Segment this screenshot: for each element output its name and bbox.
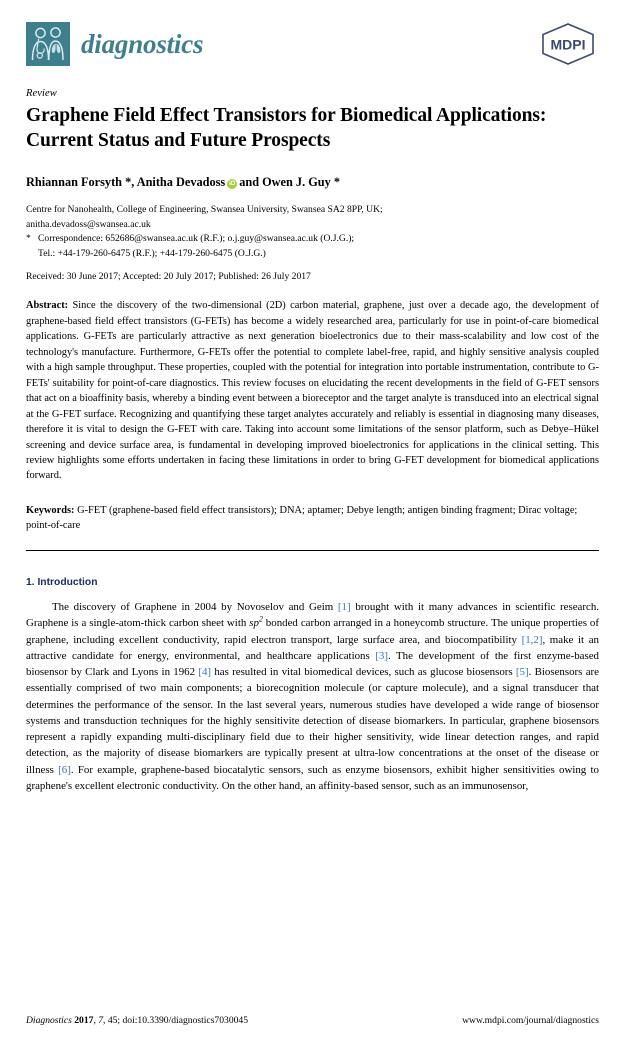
correspondence-text[interactable]: Correspondence: 652686@swansea.ac.uk (R.F.); o.j.guy@swansea.ac.uk (O.J.G.);	[38, 233, 355, 245]
authors-prefix: Rhiannan Forsyth *, Anitha Devadoss	[26, 175, 226, 190]
article-type-label: Review	[26, 88, 57, 99]
publication-dates: Received: 30 June 2017; Accepted: 20 July 2017; Published: 26 July 2017	[26, 271, 311, 283]
hybridization-notation: $sp^2$	[249, 614, 263, 630]
correspondence-row	[26, 232, 599, 247]
abstract	[26, 298, 599, 483]
citation-link[interactable]: [4]	[198, 666, 212, 679]
affiliation-email[interactable]: anitha.devadoss@swansea.ac.uk	[26, 218, 151, 230]
authors-suffix: and Owen J. Guy *	[239, 175, 340, 190]
author-list	[26, 175, 599, 191]
footer-citation: Diagnostics 2017, 7, 45; doi:10.3390/diagnostics7030045	[26, 1015, 249, 1026]
footer-citation-tail: , 45; doi:10.3390/diagnostics7030045	[103, 1015, 249, 1026]
citation-link[interactable]: [1,2]	[521, 633, 543, 646]
section-heading-introduction: 1. Introduction	[26, 577, 98, 589]
abstract-text: Since the discovery of the two-dimensional (2D) carbon material, graphene, just over a decade ago, the development of graphene-based field effect transistors (G-FETs) has become a widely researched area, particularly for use in point-of-care biomedical applications. G-FETs are particularly attractive as next generation bioelectronics due to their mass-scalability and low cost of the technology's manufacture. Furthermore, G-FETs offer the potential to complete label-free, rapid, and highly sensitive analysis coupled with a high sample throughput. These properties, coupled with the potential for integration into portable instrumentation, contribute to G-FETs' suitability for point-of-care diagnostics. This review focuses on elucidating the recent developments in the field of G-FET sensors that act on a bioaffinity basis, whereby a binding event between a bioreceptor and the target analyte is transduced into an electrical signal at the G-FET surface. Recognizing and quantifying these target analytes accurately and reliably is essential in diagnosing many diseases, therefore it is vital to design the G-FET with care. Taking into account some limitations of the sensor platform, such as Debye–Hükel screening and device surface area, is fundamental in developing improved bioelectronics for applications in the clinical setting. This review highlights some efforts undertaken in facing these limitations in order to bring G-FET development for biomedical applications forward.	[26, 300, 599, 482]
footer-volume: 7	[98, 1015, 104, 1026]
masthead	[26, 18, 599, 70]
mdpi-publisher-logo[interactable]	[537, 22, 599, 66]
telephone-text: Tel.: +44-179-260-6475 (R.F.); +44-179-260-6475 (O.J.G.)	[38, 247, 266, 259]
footer-year: 2017	[74, 1015, 94, 1026]
keywords-label: Keywords:	[26, 504, 75, 516]
section-divider	[26, 550, 599, 551]
mdpi-logo-text: MDPI	[550, 36, 586, 53]
two-people-health-icon	[26, 22, 70, 66]
page-footer	[26, 1015, 599, 1026]
introduction-paragraph: The discovery of Graphene in 2004 by Novoselov and Geim [1] brought with it many advances in scientific research. Graphene is a single-atom-thick carbon sheet with $sp^2$ bonded carbon arranged in a honeycomb structure. The unique properties of graphene, including excellent conductivity, rapid electron transport, large surface area, and biocompatibility [1,2], make it an attractive candidate for energy, environmental, and healthcare applications [3]. The development of the first enzyme-based biosensor by Clark and Lyons in 1962 [4] has resulted in vital biomedical devices, such as glucose biosensors [5]. Biosensors are essentially comprised of two main components; a biorecognition molecule (or capture molecule), and a signal transducer that determines the performance of the sensor. In the last several years, numerous studies have developed a wide range of biosensor systems and transduction techniques for the highly sensitivite detection of disease biomarkers. In particular, graphene biosensors represent a rapidly expanding multi-disciplinary field due to their higher sensitivity, wide linear detection ranges, and rapid detection, as the majority of disease biomarkers are typically present at ultra-low concentrations at the onset of the disease or illness [6]. For example, graphene-based biocatalytic sensors, such as enzyme biosensors, exhibit higher sensitivities owing to graphene's excellent electronic conductivity. On the other hand, an affinity-based sensor, such as an immunosensor,	[26, 601, 600, 792]
footer-journal-url[interactable]: www.mdpi.com/journal/diagnostics	[462, 1015, 599, 1026]
citation-link[interactable]: [1]	[337, 601, 351, 614]
affiliation-block	[26, 203, 599, 261]
correspondence-marker: *	[26, 233, 31, 245]
journal-brand[interactable]	[26, 22, 203, 66]
page-title: Graphene Field Effect Transistors for Biomedical Applications: Current Status and Future Prospects	[26, 105, 547, 151]
keywords-text: G-FET (graphene-based field effect transistors); DNA; aptamer; Debye length; antigen binding fragment; Dirac voltage; point-of-care	[26, 504, 578, 532]
citation-link[interactable]: [5]	[515, 666, 529, 679]
journal-title: diagnostics	[81, 28, 204, 59]
abstract-label: Abstract:	[26, 300, 69, 312]
affiliation-address: Centre for Nanohealth, College of Engineering, Swansea University, Swansea SA2 8PP, UK;	[26, 204, 383, 216]
citation-link[interactable]: [6]	[58, 763, 71, 776]
citation-link[interactable]: [3]	[375, 649, 388, 662]
footer-journal-name: Diagnostics	[26, 1015, 72, 1026]
orcid-icon[interactable]: iD	[228, 180, 236, 188]
hybridization-exponent: 2	[258, 614, 263, 624]
keywords	[26, 503, 599, 534]
